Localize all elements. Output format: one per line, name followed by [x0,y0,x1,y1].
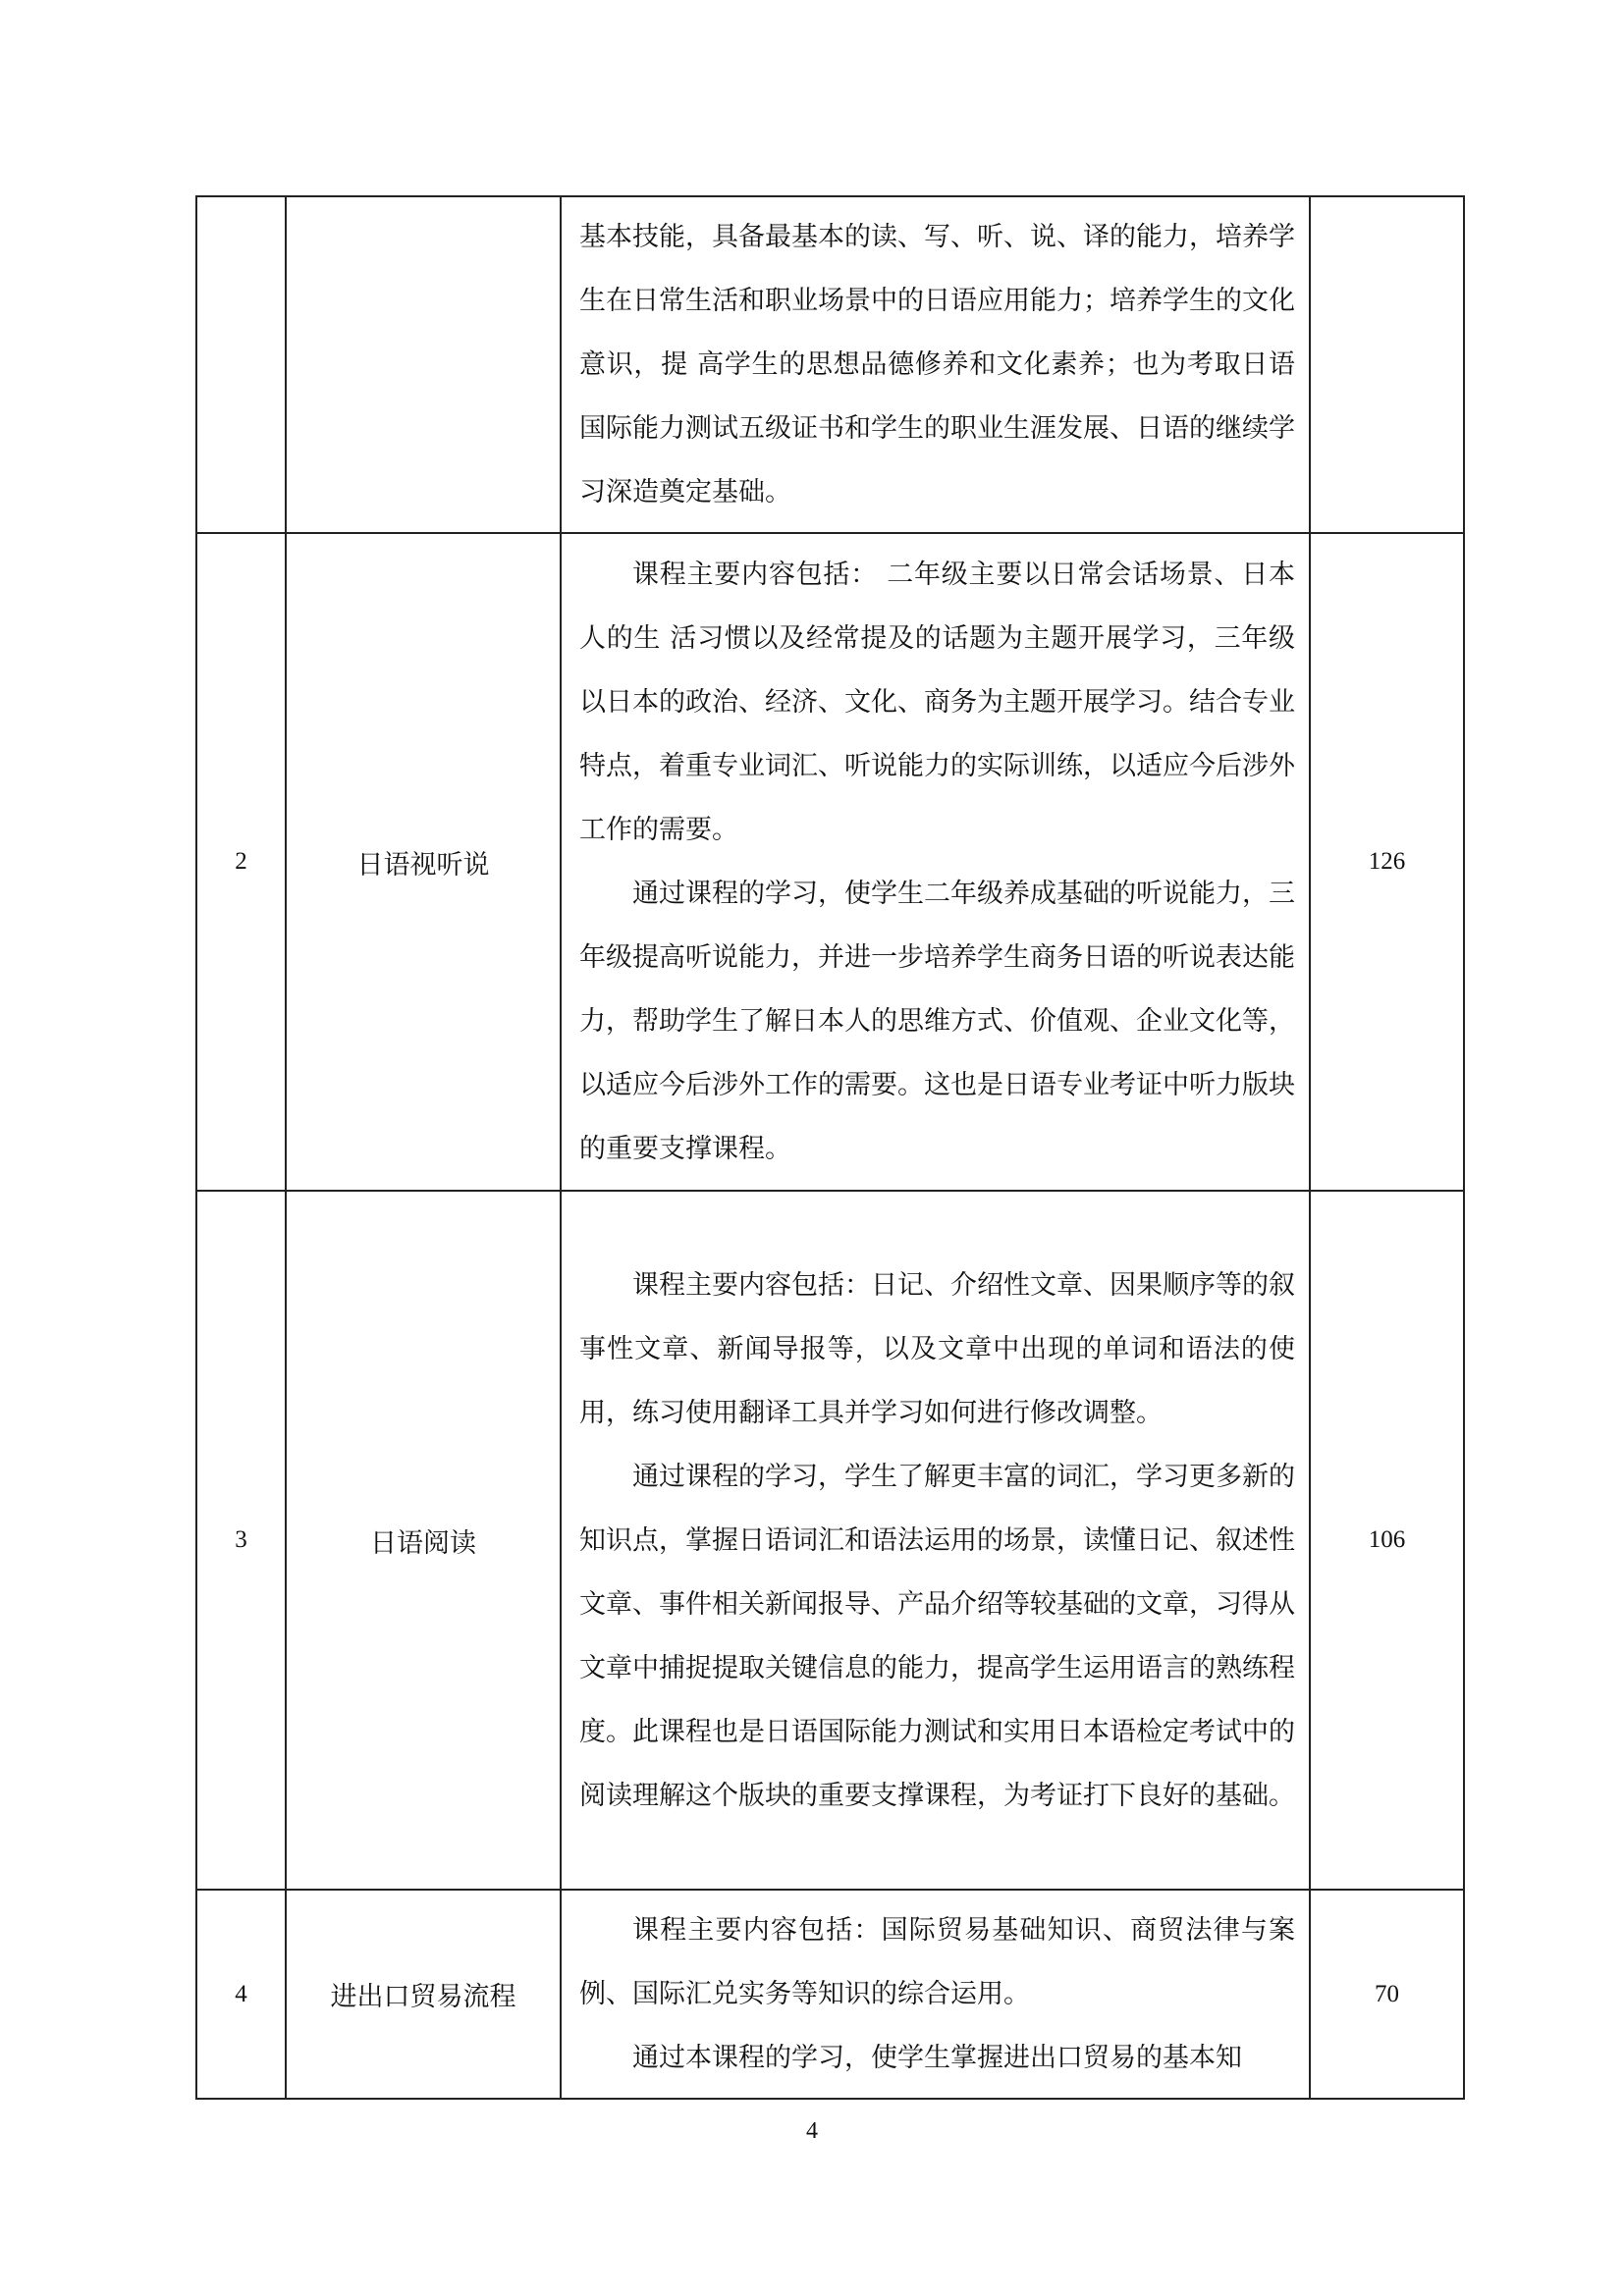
description-paragraph: 课程主要内容包括：日记、介绍性文章、因果顺序等的叙事性文章、新闻导报等，以及文章中出现的单词和语法的使用，练习使用翻译工具并学习如何进行修改调整。 [579,1269,1295,1428]
table-row [196,1890,1464,2099]
course-description [561,533,1310,1191]
course-description [561,1191,1310,1890]
course-number [196,196,286,533]
description-paragraph: 课程主要内容包括：国际贸易基础知识、商贸法律与案例、国际汇兑实务等知识的综合运用。 [579,1915,1295,2009]
course-hours: 126 [1310,533,1464,1191]
description-paragraph: 通过课程的学习，使学生二年级养成基础的听说能力，三年级提高听说能力，并进一步培养学生商务日语的听说表达能力，帮助学生了解日本人的思维方式、价值观、企业文化等，以适应今后涉外工作的需要。这也是日语专业考证中听力版块的重要支撑课程。 [579,879,1295,1164]
course-hours: 106 [1310,1191,1464,1890]
course-table [195,195,1465,2100]
course-description [561,1890,1310,2099]
course-number: 4 [196,1890,286,2099]
course-hours: 70 [1310,1890,1464,2099]
page-number: 4 [806,2118,818,2144]
table-row [196,196,1464,533]
course-number: 2 [196,533,286,1191]
course-description [561,196,1310,533]
course-name: 进出口贸易流程 [286,1890,561,2099]
description-paragraph: 基本技能，具备最基本的读、写、听、说、译的能力，培养学生在日常生活和职业场景中的日语应用能力；培养学生的文化意识，提 高学生的思想品德修养和文化素养；也为考取日语国际能力测试五级证书和学生的职业生涯发展、日语的继续学习深造奠定基础。 [579,222,1295,507]
table-row [196,533,1464,1191]
course-name [286,196,561,533]
table-row [196,1191,1464,1890]
description-paragraph: 课程主要内容包括： 二年级主要以日常会话场景、日本人的生 活习惯以及经常提及的话题为主题开展学习，三年级以日本的政治、经济、文化、商务为主题开展学习。结合专业特点，着重专业词汇、听说能力的实际训练，以适应今后涉外工作的需要。 [579,560,1295,845]
course-name: 日语阅读 [286,1191,561,1890]
course-number: 3 [196,1191,286,1890]
course-hours [1310,196,1464,533]
course-name: 日语视听说 [286,533,561,1191]
description-paragraph: 通过课程的学习，学生了解更丰富的词汇，学习更多新的知识点，掌握日语词汇和语法运用的场景，读懂日记、叙述性文章、事件相关新闻报导、产品介绍等较基础的文章，习得从文章中捕捉提取关键信息的能力，提高学生运用语言的熟练程度。此课程也是日语国际能力测试和实用日本语检定考试中的阅读理解这个版块的重要支撑课程，为考证打下良好的基础。 [579,1461,1295,1811]
description-paragraph: 通过本课程的学习，使学生掌握进出口贸易的基本知 [632,2043,1242,2073]
